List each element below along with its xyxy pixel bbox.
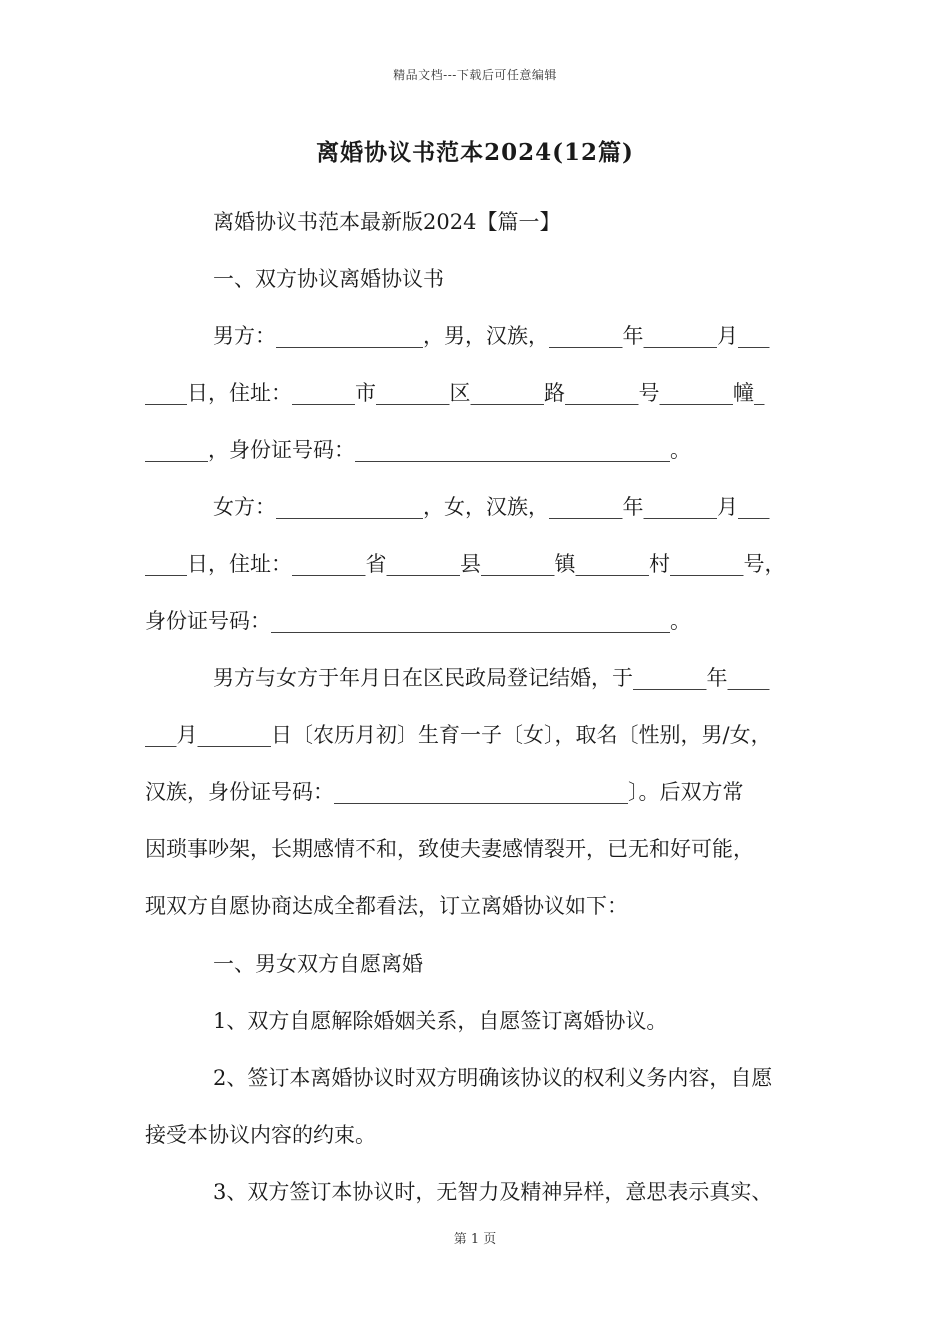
paragraph-line: 现双方自愿协商达成全都看法，订立离婚协议如下： [145, 894, 628, 918]
paragraph-line: ___月_______日〔农历月初〕生育一子〔女〕，取名〔性别，男/女， [145, 723, 772, 747]
paragraph-line: 1、双方自愿解除婚姻关系，自愿签订离婚协议。 [213, 1009, 668, 1033]
paragraph-line: 3、双方签订本协议时，无智力及精神异样，意思表示真实、 [213, 1180, 773, 1204]
paragraph-line: 2、签订本离婚协议时双方明确该协议的权利义务内容，自愿 [213, 1066, 773, 1090]
paragraph-line: 男方：______________，男，汉族，_______年_______月___ [213, 324, 770, 348]
paragraph-line: 女方：______________，女，汉族，_______年_______月___ [213, 495, 770, 519]
paragraph-line: ______，身份证号码：______________________________。 [145, 438, 691, 462]
paragraph-line: 因琐事吵架，长期感情不和，致使夫妻感情裂开，已无和好可能， [145, 837, 754, 861]
section-heading: 离婚协议书范本最新版2024【篇一】 [213, 210, 561, 234]
paragraph-line: ____日，住址：_______省_______县_______镇_______村_______号， [145, 552, 786, 576]
page-header: 精品文档---下载后可任意编辑 [393, 68, 557, 82]
paragraph-line: ____日，住址：______市_______区_______路_______号_______幢_ [145, 381, 765, 405]
paragraph-line: 汉族，身份证号码：____________________________〕。后双方常 [145, 780, 744, 804]
paragraph-line: 一、男女双方自愿离婚 [213, 952, 423, 976]
page-number: 第 1 页 [453, 1232, 497, 1247]
paragraph-line: 身份证号码：______________________________________。 [145, 609, 691, 633]
paragraph-line: 男方与女方于年月日在区民政局登记结婚，于_______年____ [213, 666, 770, 690]
paragraph-line: 一、双方协议离婚协议书 [213, 267, 444, 291]
document-title: 离婚协议书范本2024(12篇) [316, 139, 634, 166]
paragraph-line: 接受本协议内容的约束。 [145, 1123, 376, 1147]
